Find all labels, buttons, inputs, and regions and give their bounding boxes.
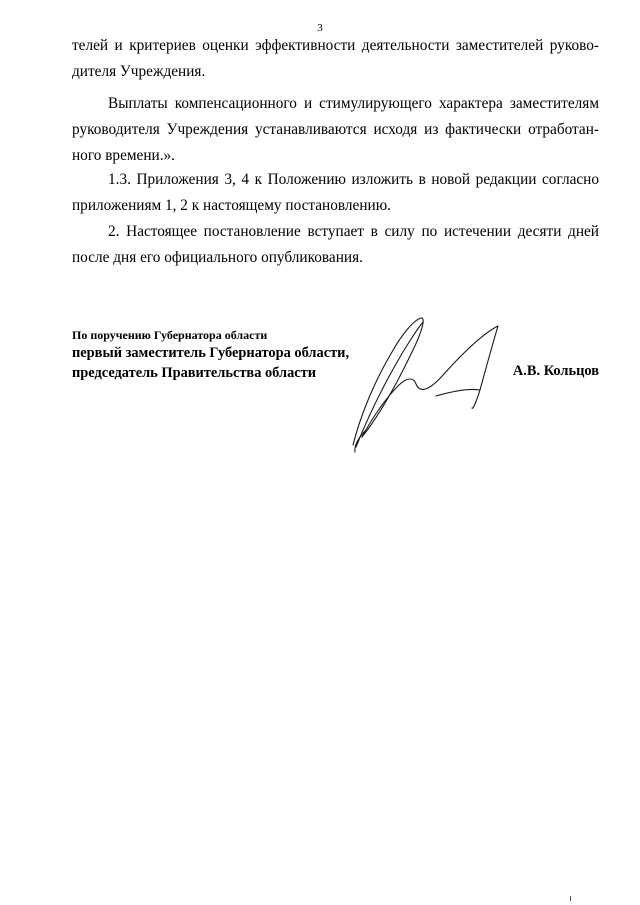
paragraph-2-line-1: Выплаты компенсационного и стимулирующего характера заместителям: [108, 95, 599, 112]
paragraph-2-line-2: руководителя Учреждения устанавливаются исходя из фактически отработан-: [72, 120, 599, 138]
paragraph-2: [72, 91, 599, 168]
paragraph-2-line-3: ного времени.».: [72, 146, 175, 164]
signatory-position: [72, 328, 349, 383]
paragraph-4: [72, 219, 599, 271]
paragraph-1-line-2: дителя Учреждения.: [72, 62, 206, 80]
signatory-name: А.В. Кольцов: [512, 363, 599, 379]
signatory-authority-line: По поручению Губернатора области: [72, 328, 268, 342]
page-number: 3: [317, 22, 323, 34]
signatory-title-line-1: первый заместитель Губернатора области,: [72, 345, 350, 361]
scan-mark: [570, 896, 571, 901]
paragraph-3-line-1: 1.3. Приложения 3, 4 к Положению изложить в новой редакции согласно: [108, 171, 599, 188]
paragraph-1-line-1: телей и критериев оценки эффективности деятельности заместителей руково-: [72, 37, 599, 54]
paragraph-4-line-1: 2. Настоящее постановление вступает в силу по истечении десяти дней: [108, 223, 599, 240]
handwritten-signature: [340, 312, 510, 457]
signatory-title-line-2: председатель Правительства области: [72, 365, 317, 381]
paragraph-3: [72, 167, 599, 219]
paragraph-4-line-2: после дня его официального опубликования.: [72, 248, 363, 266]
paragraph-3-line-2: приложениям 1, 2 к настоящему постановлению.: [72, 196, 391, 214]
paragraph-1: [72, 33, 599, 85]
